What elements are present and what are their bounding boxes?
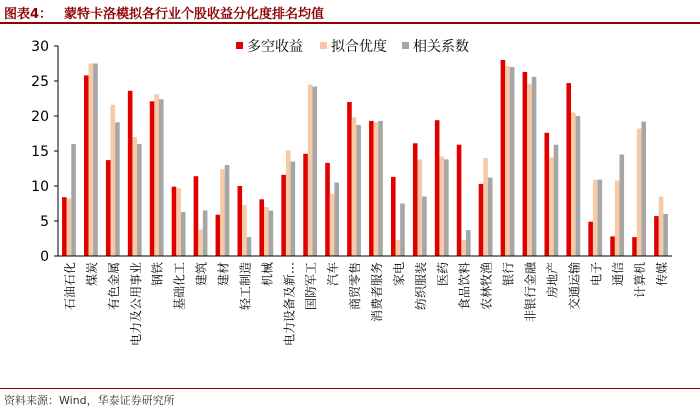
bar-多空收益 — [106, 160, 111, 256]
source-divider — [0, 388, 700, 389]
bar-相关系数 — [269, 211, 274, 257]
bar-相关系数 — [663, 214, 668, 256]
bar-多空收益 — [128, 91, 133, 256]
bar-多空收益 — [216, 215, 221, 256]
bar-相关系数 — [291, 162, 296, 257]
bar-多空收益 — [150, 101, 155, 256]
bar-多空收益 — [566, 83, 571, 256]
x-tick-label: 消费者服务 — [369, 262, 384, 323]
bar-拟合优度 — [89, 64, 94, 257]
x-tick-label: 传媒 — [655, 262, 670, 287]
x-tick-label: 电力及公用事业 — [128, 262, 143, 347]
bar-拟合优度 — [154, 94, 159, 256]
bar-拟合优度 — [132, 137, 137, 256]
bar-拟合优度 — [330, 194, 335, 256]
bar-多空收益 — [303, 154, 308, 256]
chart-title: 蒙特卡洛模拟各行业个股收益分化度排名均值 — [64, 7, 325, 22]
bar-多空收益 — [259, 199, 264, 256]
bar-拟合优度 — [593, 180, 598, 256]
x-tick-label: 食品饮料 — [457, 262, 472, 311]
source-note: 资料来源：Wind，华泰证券研究所 — [4, 394, 175, 407]
bar-拟合优度 — [220, 169, 225, 256]
bar-相关系数 — [598, 180, 603, 256]
bar-拟合优度 — [374, 122, 379, 256]
bar-拟合优度 — [571, 113, 576, 257]
x-tick-label: 房地产 — [545, 262, 560, 299]
bar-相关系数 — [247, 237, 252, 256]
x-tick-label: 轻工制造 — [238, 262, 253, 311]
bar-相关系数 — [378, 121, 383, 256]
x-tick-label: 电力设备及新… — [282, 262, 297, 347]
y-tick-label: 30 — [31, 39, 49, 55]
x-tick-label: 汽车 — [326, 262, 341, 287]
bar-相关系数 — [115, 122, 120, 256]
bar-拟合优度 — [418, 159, 423, 256]
bar-多空收益 — [588, 222, 593, 256]
bar-相关系数 — [510, 67, 515, 256]
y-tick-label: 0 — [40, 249, 49, 265]
bar-chart — [0, 24, 700, 386]
legend-label: 拟合优度 — [331, 39, 387, 55]
bar-相关系数 — [159, 99, 164, 256]
x-tick-label: 国防军工 — [304, 262, 319, 311]
x-tick-label: 纺织服装 — [413, 262, 428, 311]
legend-swatch — [402, 42, 409, 49]
x-tick-label: 建材 — [216, 262, 231, 287]
y-axis — [31, 39, 58, 265]
figure-label: 图表4： — [4, 7, 53, 22]
x-axis — [58, 256, 672, 346]
bar-拟合优度 — [286, 150, 291, 256]
bar-多空收益 — [479, 184, 484, 256]
bar-拟合优度 — [505, 66, 510, 256]
bar-拟合优度 — [198, 229, 203, 256]
bar-拟合优度 — [352, 117, 357, 256]
bar-拟合优度 — [461, 240, 466, 256]
bar-多空收益 — [654, 216, 659, 256]
bar-拟合优度 — [637, 129, 642, 256]
bar-相关系数 — [532, 77, 537, 256]
x-tick-label: 交通运输 — [567, 262, 582, 311]
x-tick-label: 家电 — [391, 262, 406, 287]
x-tick-label: 计算机 — [633, 262, 648, 299]
bar-多空收益 — [237, 186, 242, 256]
bar-拟合优度 — [111, 105, 116, 256]
y-tick-label: 20 — [31, 109, 49, 125]
bar-多空收益 — [347, 102, 352, 256]
x-tick-label: 通信 — [611, 262, 626, 287]
x-tick-label: 建筑 — [194, 262, 209, 287]
x-tick-label: 非银行金融 — [523, 262, 538, 323]
bar-相关系数 — [181, 212, 186, 256]
bar-相关系数 — [444, 159, 449, 256]
x-tick-label: 医药 — [435, 262, 450, 287]
bar-拟合优度 — [176, 188, 181, 256]
bar-多空收益 — [544, 133, 549, 256]
y-tick-label: 15 — [31, 144, 49, 160]
bars — [62, 60, 668, 256]
bar-拟合优度 — [659, 197, 664, 257]
bar-相关系数 — [400, 204, 405, 257]
bar-拟合优度 — [264, 207, 269, 256]
x-tick-label: 农林牧渔 — [479, 262, 494, 311]
bar-多空收益 — [172, 187, 177, 256]
x-tick-label: 有色金属 — [106, 262, 121, 311]
x-tick-label: 银行 — [501, 262, 516, 287]
bar-多空收益 — [391, 177, 396, 256]
bar-多空收益 — [281, 175, 286, 256]
bar-相关系数 — [488, 178, 493, 256]
bar-多空收益 — [369, 121, 374, 256]
bar-相关系数 — [641, 122, 646, 256]
bar-多空收益 — [457, 145, 462, 256]
bar-相关系数 — [334, 183, 339, 257]
bar-拟合优度 — [308, 85, 313, 257]
legend-label: 多空收益 — [247, 39, 303, 55]
bar-拟合优度 — [549, 157, 554, 256]
y-tick-label: 10 — [31, 179, 49, 195]
legend-swatch — [320, 42, 327, 49]
bar-相关系数 — [137, 144, 142, 256]
x-tick-label: 钢铁 — [150, 262, 165, 287]
bar-多空收益 — [413, 143, 418, 256]
bar-多空收益 — [194, 176, 199, 256]
bar-相关系数 — [576, 116, 581, 256]
x-tick-label: 商贸零售 — [348, 262, 363, 311]
bar-多空收益 — [62, 197, 67, 256]
y-tick-label: 5 — [40, 214, 49, 230]
legend — [236, 38, 469, 55]
bar-相关系数 — [554, 145, 559, 256]
bar-多空收益 — [501, 60, 506, 256]
x-tick-label: 石油石化 — [62, 262, 77, 311]
bar-多空收益 — [632, 237, 637, 256]
bar-拟合优度 — [483, 158, 488, 256]
bar-相关系数 — [225, 165, 230, 256]
bar-拟合优度 — [396, 240, 401, 256]
bar-多空收益 — [84, 75, 89, 256]
bar-相关系数 — [466, 230, 471, 256]
title-bar — [0, 0, 700, 24]
bar-拟合优度 — [242, 205, 247, 256]
bar-拟合优度 — [439, 157, 444, 256]
bar-拟合优度 — [615, 180, 620, 256]
x-tick-label: 基础化工 — [172, 262, 187, 311]
bar-相关系数 — [422, 197, 427, 257]
x-tick-label: 机械 — [260, 262, 275, 287]
bar-相关系数 — [203, 211, 208, 257]
bar-多空收益 — [523, 72, 528, 256]
legend-label: 相关系数 — [413, 39, 469, 55]
bar-相关系数 — [619, 155, 624, 257]
bar-多空收益 — [325, 163, 330, 256]
bar-拟合优度 — [67, 199, 72, 256]
bar-相关系数 — [356, 125, 361, 256]
bar-相关系数 — [71, 144, 76, 256]
legend-swatch — [236, 42, 243, 49]
bar-相关系数 — [312, 87, 317, 256]
x-tick-label: 电子 — [589, 262, 604, 287]
x-tick-label: 煤炭 — [84, 262, 99, 287]
bar-相关系数 — [93, 64, 98, 257]
bar-拟合优度 — [527, 84, 532, 256]
bar-多空收益 — [610, 236, 615, 256]
y-tick-label: 25 — [31, 74, 49, 90]
bar-多空收益 — [435, 120, 440, 256]
